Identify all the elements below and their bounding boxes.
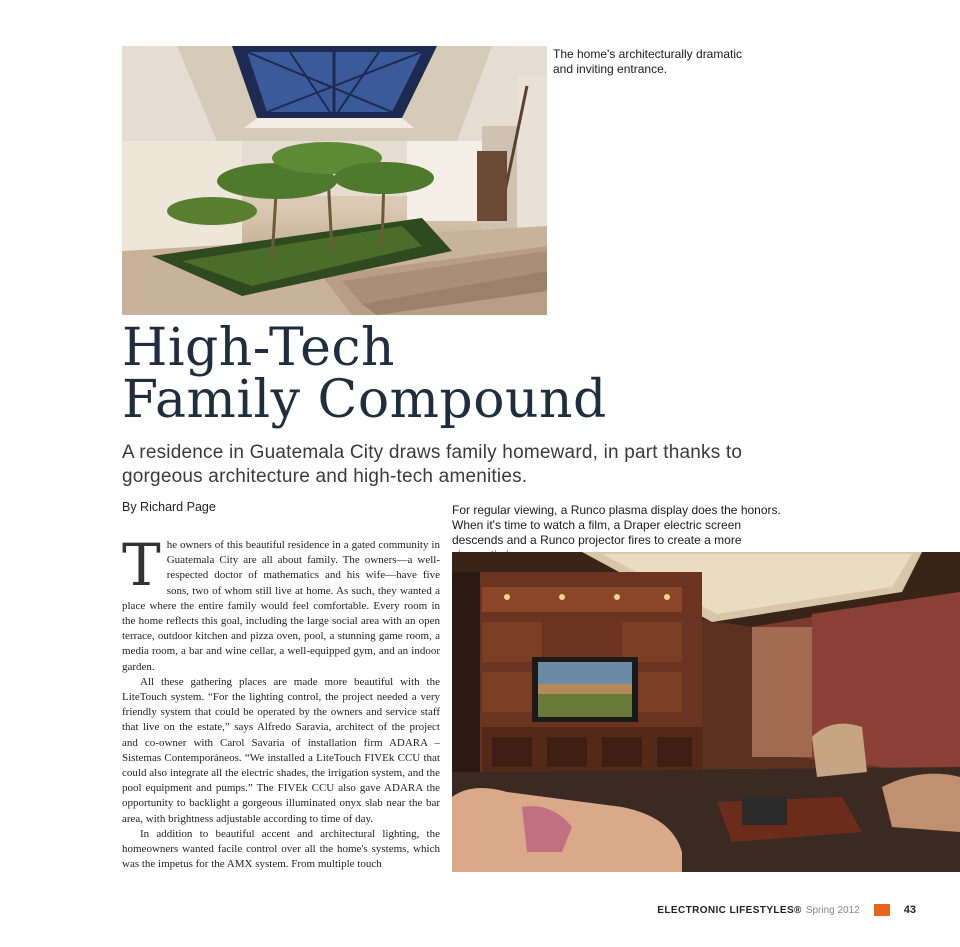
drop-cap: T — [122, 531, 161, 599]
media-room-caption: For regular viewing, a Runco plasma display does the honors. When it's time to watch a film, a Draper electric screen descends and a Runco projector fires to create a more — [452, 503, 781, 547]
article-body — [122, 531, 440, 872]
body-paragraph-1 — [122, 531, 440, 675]
footer-logo-icon — [874, 904, 890, 916]
page-number: 43 — [903, 904, 916, 916]
body-paragraph-3: In addition to beautiful accent and architectural lighting, the homeowners wanted facile control over all the home's systems, which was the impetus for the AMX system. From multiple touch — [122, 827, 440, 871]
byline: By Richard Page — [122, 500, 216, 514]
footer-magazine-name: ELECTRONIC LIFESTYLES® — [657, 904, 802, 916]
entrance-photo — [122, 46, 547, 315]
article-deck: A residence in Guatemala City draws family homeward, in part thanks to gorgeous architecture and high-tech amenities. — [122, 442, 743, 487]
entrance-photo-caption: The home's architecturally dramatic and inviting entrance. — [553, 47, 743, 76]
headline-line-2: Family Compound — [122, 370, 607, 430]
media-room-photo — [452, 552, 960, 872]
page-footer — [657, 904, 916, 916]
article-headline — [122, 318, 762, 430]
body-paragraph-2: All these gathering places are made more beautiful with the LiteTouch system. “For the lighting control, the project needed a very friendly system that could be operated by the owners and service staff that live on the estate,” says Alfredo Saravia, architect of the project and co-owner with Carol Savaria of installation firm ADARA – Sistemas Contemporáneos. “We installed a LiteTouch FIVEk CCU that could also integrate all the electric shades, the irrigation system, and the pool equipment and pumps.” The FIVEk CCU also gave ADARA the opportunity to backlight a gorgeous illuminated onyx slab near the bar area, with brightness adjustable according to time of day. — [122, 675, 440, 825]
headline-line-1: High-Tech — [122, 318, 396, 378]
paragraph-1-text: he owners of this beautiful residence in a gated community in Guatemala City are all about family. The owners—a well-respected doctor of mathematics and his wife—have five sons, two of whom still live at home. As such, they wanted a place where the entire family would feel comfortable. Every room in the home reflects this goal, including the large social area with an open terrace, outdoor kitchen and pizza oven, pool, a stunning game room, a media room, a bar and wine cellar, a well-equipped gym, and an indoor garden. — [122, 539, 440, 673]
footer-issue: Spring 2012 — [805, 904, 860, 916]
